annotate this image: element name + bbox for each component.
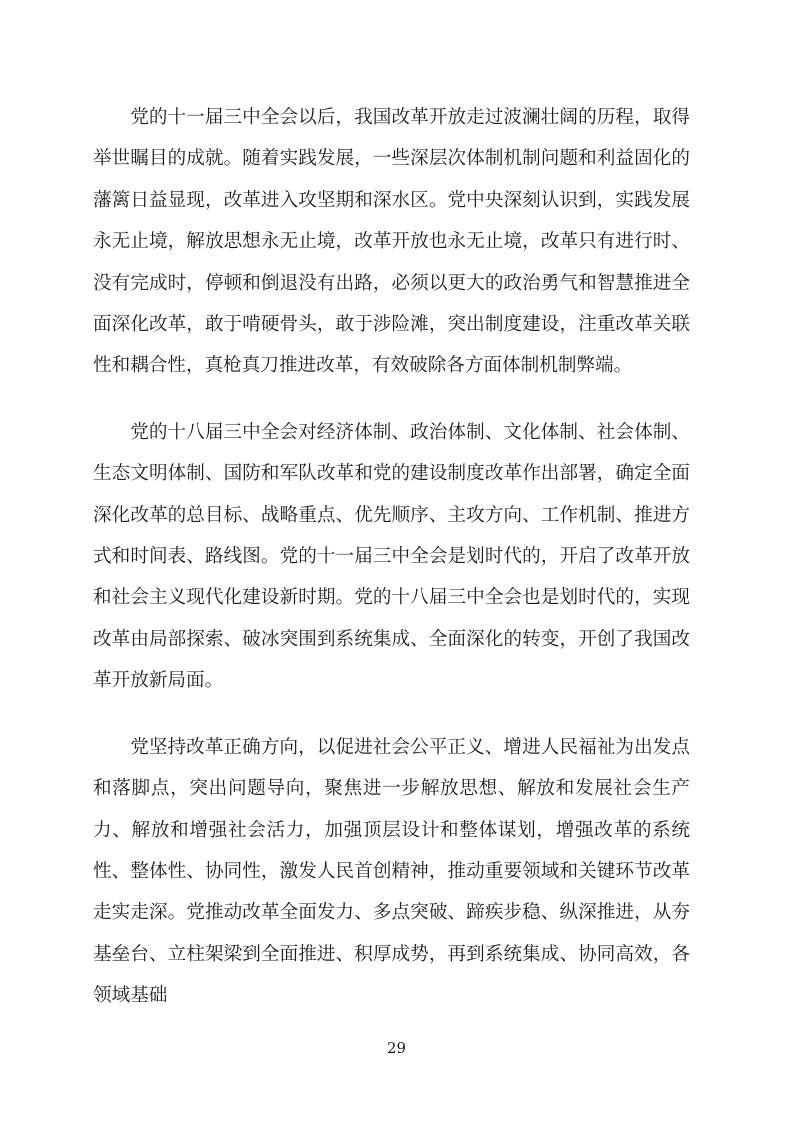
body-paragraph-2: 党的十八届三中全会对经济体制、政治体制、文化体制、社会体制、生态文明体制、国防和军队改革和党的建设制度改革作出部署，确定全面深化改革的总目标、战略重点、优先顺序、主攻方向、工作机制、推进方式和时间表、路线图。党的十一届三中全会是划时代的，开启了改革开放和社会主义现代化建设新时期。党的十八届三中全会也是划时代的，实现改革由局部探索、破冰突围到系统集成、全面深化的转变，开创了我国改革开放新局面。 [93,421,690,692]
body-paragraph-3: 党坚持改革正确方向，以促进社会公平正义、增进人民福祉为出发点和落脚点，突出问题导向，聚焦进一步解放思想、解放和发展社会生产力、解放和增强社会活力，加强顶层设计和整体谋划，增强改革的系统性、整体性、协同性，激发人民首创精神，推动重要领域和关键环节改革走实走深。党推动改革全面发力、多点突破、蹄疾步稳、纵深推进，从夯基垒台、立柱架梁到全面推进、积厚成势，再到系统集成、协同高效，各领域基础 [93,736,690,1007]
page-number: 29 [386,1039,407,1057]
body-paragraph-1: 党的十一届三中全会以后，我国改革开放走过波澜壮阔的历程，取得举世瞩目的成就。随着实践发展，一些深层次体制机制问题和利益固化的藩篱日益显现，改革进入攻坚期和深水区。党中央深刻认识到，实践发展永无止境，解放思想永无止境，改革开放也永无止境，改革只有进行时、没有完成时，停顿和倒退没有出路，必须以更大的政治勇气和智慧推进全面深化改革，敢于啃硬骨头，敢于涉险滩，突出制度建设，注重改革关联性和耦合性，真枪真刀推进改革，有效破除各方面体制机制弊端。 [93,107,690,377]
text-content [93,97,690,1042]
